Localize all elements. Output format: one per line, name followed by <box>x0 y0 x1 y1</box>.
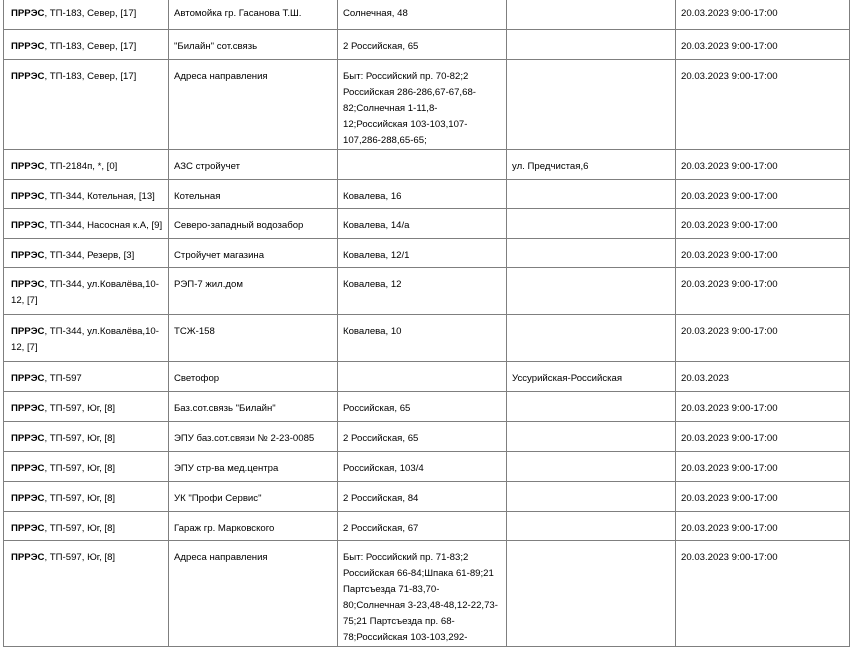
table-row <box>4 422 850 452</box>
cell-network <box>4 482 169 512</box>
cell-area <box>507 422 676 452</box>
org-name: ПРРЭС <box>11 403 45 414</box>
cell-datetime: 20.03.2023 9:00-17:00 <box>676 422 850 452</box>
cell-network <box>4 315 169 362</box>
cell-area <box>507 315 676 362</box>
org-name: ПРРЭС <box>11 326 45 337</box>
org-name: ПРРЭС <box>11 523 45 534</box>
cell-consumer: Стройучет магазина <box>169 239 338 268</box>
cell-datetime: 20.03.2023 9:00-17:00 <box>676 30 850 60</box>
table-row <box>4 180 850 209</box>
cell-consumer: ЭПУ стр-ва мед.центра <box>169 452 338 482</box>
org-name: ПРРЭС <box>11 161 45 172</box>
cell-datetime: 20.03.2023 9:00-17:00 <box>676 268 850 315</box>
org-name: ПРРЭС <box>11 220 45 231</box>
table-row <box>4 362 850 392</box>
outage-schedule-table <box>3 0 850 647</box>
cell-network <box>4 452 169 482</box>
cell-consumer: Адреса направления <box>169 541 338 647</box>
cell-area <box>507 268 676 315</box>
cell-datetime: 20.03.2023 9:00-17:00 <box>676 60 850 150</box>
cell-address: Российская, 103/4 <box>338 452 507 482</box>
cell-datetime: 20.03.2023 9:00-17:00 <box>676 0 850 30</box>
cell-address: 2 Российская, 84 <box>338 482 507 512</box>
cell-network <box>4 239 169 268</box>
cell-area <box>507 482 676 512</box>
cell-address: Российская, 65 <box>338 392 507 422</box>
cell-network <box>4 268 169 315</box>
cell-network <box>4 392 169 422</box>
cell-address: 2 Российская, 65 <box>338 422 507 452</box>
cell-network <box>4 60 169 150</box>
table-row <box>4 150 850 180</box>
substation-feeder: , ТП-597, Юг, [8] <box>44 433 116 444</box>
substation-feeder: , ТП-344, Насосная к.А, [9] <box>44 220 163 231</box>
cell-address <box>338 362 507 392</box>
cell-area <box>507 60 676 150</box>
org-name: ПРРЭС <box>11 373 45 384</box>
org-name: ПРРЭС <box>11 71 45 82</box>
cell-consumer: РЭП-7 жил.дом <box>169 268 338 315</box>
cell-area <box>507 30 676 60</box>
substation-feeder: , ТП-597, Юг, [8] <box>44 552 116 563</box>
substation-feeder: , ТП-597, Юг, [8] <box>44 403 116 414</box>
table-row <box>4 482 850 512</box>
cell-datetime: 20.03.2023 9:00-17:00 <box>676 180 850 209</box>
cell-address: Солнечная, 48 <box>338 0 507 30</box>
cell-area <box>507 209 676 239</box>
table-body <box>4 0 850 647</box>
cell-consumer: Светофор <box>169 362 338 392</box>
org-name: ПРРЭС <box>11 463 45 474</box>
cell-address: Ковалева, 16 <box>338 180 507 209</box>
cell-network <box>4 150 169 180</box>
cell-network <box>4 362 169 392</box>
table-row <box>4 60 850 150</box>
org-name: ПРРЭС <box>11 41 45 52</box>
substation-feeder: , ТП-597, Юг, [8] <box>44 493 116 504</box>
substation-feeder: , ТП-344, Резерв, [3] <box>44 250 135 261</box>
cell-consumer: Котельная <box>169 180 338 209</box>
cell-area <box>507 541 676 647</box>
cell-area <box>507 512 676 541</box>
cell-address: Ковалева, 14/а <box>338 209 507 239</box>
cell-datetime: 20.03.2023 9:00-17:00 <box>676 541 850 647</box>
cell-datetime: 20.03.2023 9:00-17:00 <box>676 512 850 541</box>
cell-consumer: "Билайн" сот.связь <box>169 30 338 60</box>
table-row <box>4 452 850 482</box>
cell-consumer: Адреса направления <box>169 60 338 150</box>
table-row <box>4 209 850 239</box>
cell-datetime: 20.03.2023 9:00-17:00 <box>676 239 850 268</box>
cell-address: 2 Российская, 65 <box>338 30 507 60</box>
org-name: ПРРЭС <box>11 493 45 504</box>
org-name: ПРРЭС <box>11 250 45 261</box>
cell-area: ул. Предчистая,6 <box>507 150 676 180</box>
cell-network <box>4 180 169 209</box>
substation-feeder: , ТП-597, Юг, [8] <box>44 523 116 534</box>
cell-network <box>4 541 169 647</box>
substation-feeder: , ТП-344, ул.Ковалёва,10-12, [7] <box>11 326 159 353</box>
table-row <box>4 0 850 30</box>
cell-consumer: УК "Профи Сервис" <box>169 482 338 512</box>
cell-network <box>4 30 169 60</box>
cell-address: 2 Российская, 67 <box>338 512 507 541</box>
cell-network <box>4 422 169 452</box>
cell-datetime: 20.03.2023 9:00-17:00 <box>676 150 850 180</box>
cell-network <box>4 209 169 239</box>
cell-address: Быт: Российский пр. 70-82;2 Российская 286-286,67-67,68-82;Солнечная 1-11,8-12;Российская 103-103,107-107,286-288,65-65; <box>338 60 507 150</box>
cell-datetime: 20.03.2023 9:00-17:00 <box>676 209 850 239</box>
substation-feeder: , ТП-183, Север, [17] <box>44 8 137 19</box>
cell-datetime: 20.03.2023 9:00-17:00 <box>676 315 850 362</box>
cell-area: Уссурийская-Российская <box>507 362 676 392</box>
cell-datetime: 20.03.2023 <box>676 362 850 392</box>
cell-address: Быт: Российский пр. 71-83;2 Российская 66-84;Шпака 61-89;21 Партсъезда 71-83,70-80;Солнечная 3-23,48-48,12-22,73-75;21 Партсъезда пр. 68-78;Российская 103-103,292- <box>338 541 507 647</box>
org-name: ПРРЭС <box>11 552 45 563</box>
substation-feeder: , ТП-597 <box>44 373 82 384</box>
cell-area <box>507 180 676 209</box>
cell-consumer: Северо-западный водозабор <box>169 209 338 239</box>
cell-area <box>507 0 676 30</box>
cell-consumer: Гараж гр. Марковского <box>169 512 338 541</box>
substation-feeder: , ТП-2184п, *, [0] <box>44 161 118 172</box>
table-row <box>4 512 850 541</box>
cell-network <box>4 0 169 30</box>
cell-address: Ковалева, 12/1 <box>338 239 507 268</box>
table-row <box>4 268 850 315</box>
cell-consumer: Автомойка гр. Гасанова Т.Ш. <box>169 0 338 30</box>
table-row <box>4 239 850 268</box>
cell-address <box>338 150 507 180</box>
cell-address: Ковалева, 10 <box>338 315 507 362</box>
cell-network <box>4 512 169 541</box>
org-name: ПРРЭС <box>11 433 45 444</box>
substation-feeder: , ТП-597, Юг, [8] <box>44 463 116 474</box>
org-name: ПРРЭС <box>11 279 45 290</box>
substation-feeder: , ТП-344, Котельная, [13] <box>44 191 155 202</box>
org-name: ПРРЭС <box>11 8 45 19</box>
cell-area <box>507 239 676 268</box>
cell-consumer: Баз.сот.связь "Билайн" <box>169 392 338 422</box>
substation-feeder: , ТП-183, Север, [17] <box>44 41 137 52</box>
substation-feeder: , ТП-344, ул.Ковалёва,10-12, [7] <box>11 279 159 306</box>
cell-datetime: 20.03.2023 9:00-17:00 <box>676 482 850 512</box>
table-row <box>4 541 850 647</box>
cell-datetime: 20.03.2023 9:00-17:00 <box>676 392 850 422</box>
cell-consumer: ТСЖ-158 <box>169 315 338 362</box>
cell-area <box>507 392 676 422</box>
substation-feeder: , ТП-183, Север, [17] <box>44 71 137 82</box>
table-row <box>4 315 850 362</box>
table-row <box>4 30 850 60</box>
cell-area <box>507 452 676 482</box>
org-name: ПРРЭС <box>11 191 45 202</box>
cell-consumer: ЭПУ баз.сот.связи № 2-23-0085 <box>169 422 338 452</box>
table-row <box>4 392 850 422</box>
cell-consumer: АЗС стройучет <box>169 150 338 180</box>
cell-address: Ковалева, 12 <box>338 268 507 315</box>
cell-datetime: 20.03.2023 9:00-17:00 <box>676 452 850 482</box>
